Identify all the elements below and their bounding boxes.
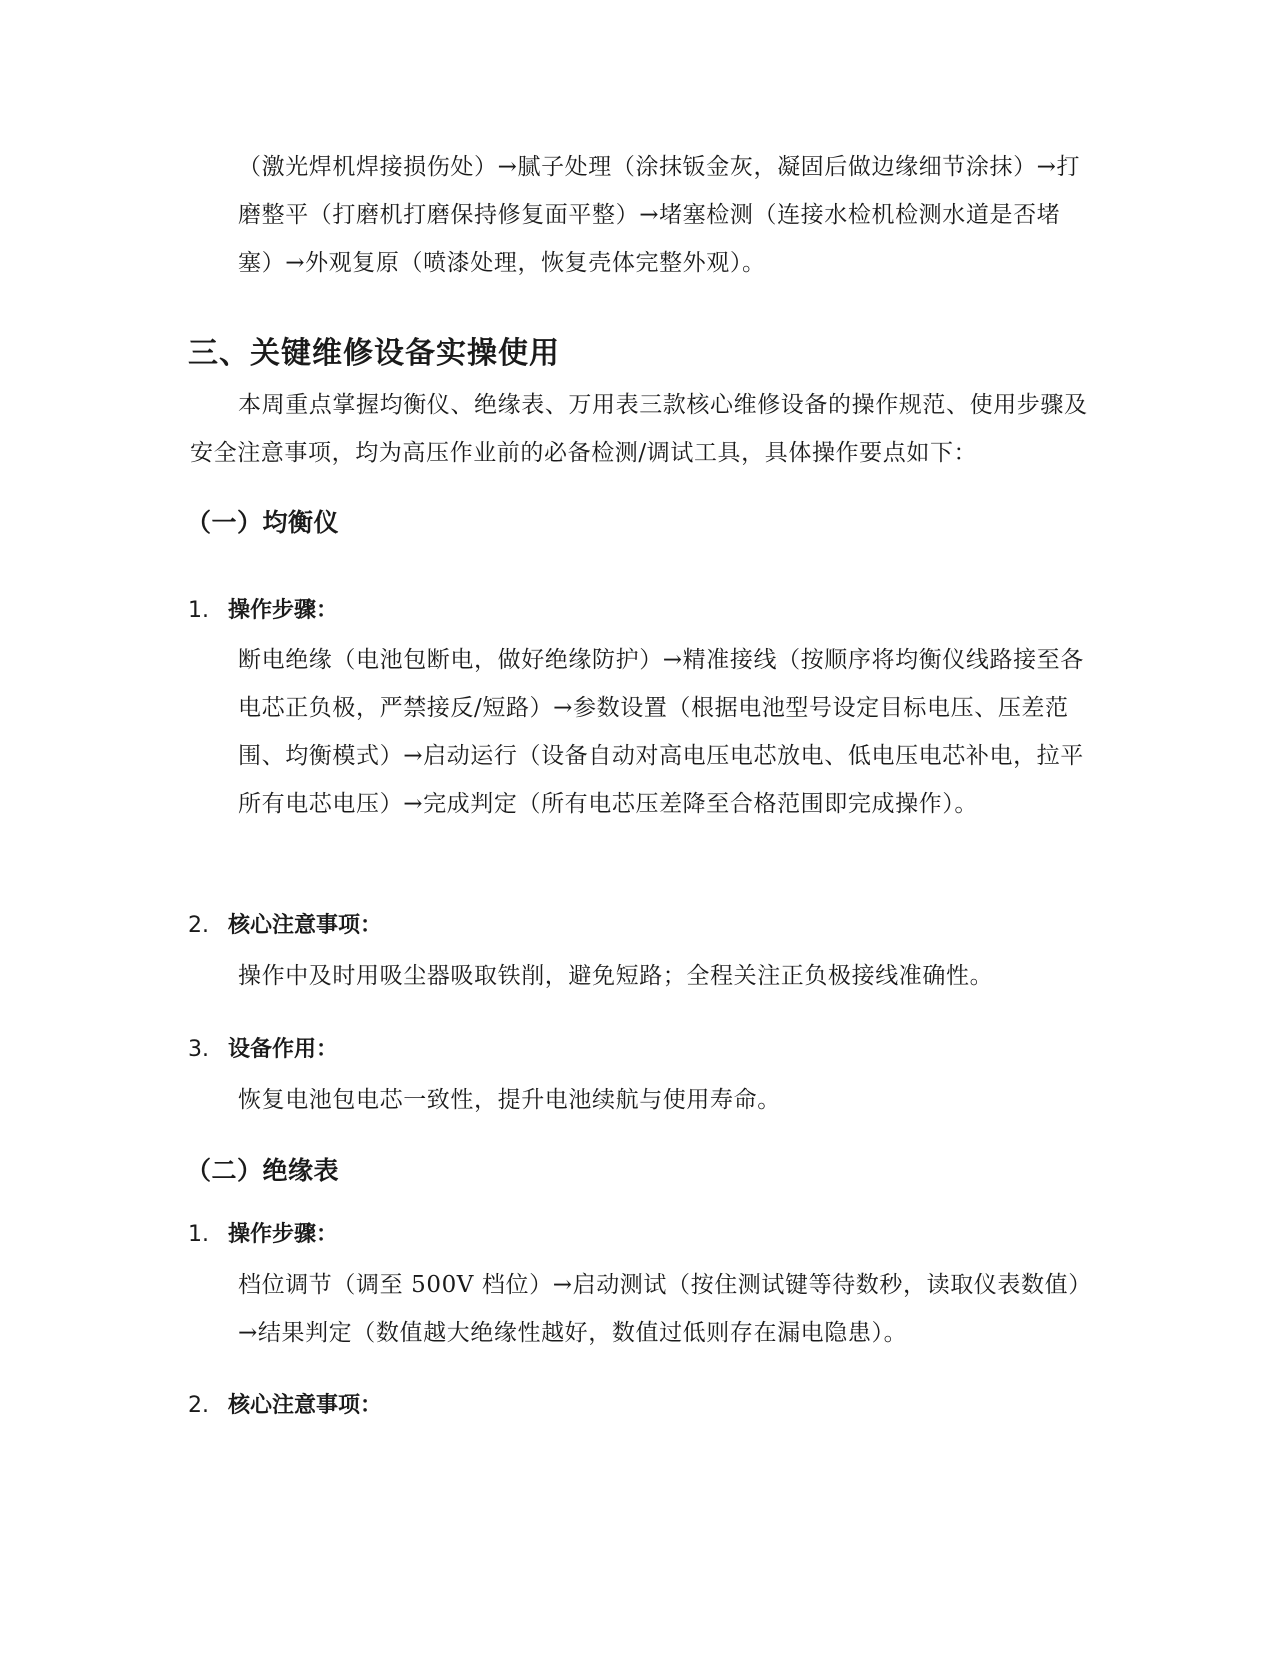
balancer-steps-heading	[188, 594, 338, 628]
item-number: 2.	[188, 1393, 209, 1418]
section-3-intro: 本周重点掌握均衡仪、绝缘表、万用表三款核心维修设备的操作规范、使用步骤及安全注意事项，均为高压作业前的必备检测/调试工具，具体操作要点如下：	[190, 392, 1088, 466]
item-number: 3.	[188, 1037, 209, 1062]
balancer-steps-text: 断电绝缘（电池包断电，做好绝缘防护）→精准接线（按顺序将均衡仪线路接至各电芯正负极，严禁接反/短路）→参数设置（根据电池型号设定目标电压、压差范围、均衡模式）→启动运行（设备自动对高电压电芯放电、低电压电芯补电，拉平所有电芯电压）→完成判定（所有电芯压差降至合格范围即完成操作）。	[238, 647, 1084, 817]
section-3-heading: 三、关键维修设备实操使用	[188, 336, 560, 371]
subsection-insulation-tester-heading: （二）绝缘表	[186, 1156, 340, 1185]
insulation-notes-heading	[188, 1389, 382, 1423]
balancer-notes-heading	[188, 909, 382, 943]
item-heading-label: 操作步骤：	[228, 1222, 339, 1247]
item-heading-label: 核心注意事项：	[228, 913, 383, 938]
item-number: 2.	[188, 913, 209, 938]
insulation-steps-heading	[188, 1218, 338, 1252]
subsection-balancer-heading: （一）均衡仪	[186, 508, 340, 537]
item-number: 1.	[188, 598, 209, 623]
item-heading-label: 核心注意事项：	[228, 1393, 383, 1418]
item-number: 1.	[188, 1222, 209, 1247]
balancer-notes-text: 操作中及时用吸尘器吸取铁削，避免短路；全程关注正负极接线准确性。	[238, 963, 994, 989]
insulation-steps-text: 档位调节（调至 500V 档位）→启动测试（按住测试键等待数秒，读取仪表数值）→结果判定（数值越大绝缘性越好，数值过低则存在漏电隐患）。	[238, 1272, 1092, 1346]
balancer-function-text: 恢复电池包电芯一致性，提升电池续航与使用寿命。	[238, 1087, 781, 1113]
item-heading-label: 操作步骤：	[228, 598, 339, 623]
repair-process-paragraph: （激光焊机焊接损伤处）→腻子处理（涂抹钣金灰，凝固后做边缘细节涂抹）→打磨整平（打磨机打磨保持修复面平整）→堵塞检测（连接水检机检测水道是否堵塞）→外观复原（喷漆处理，恢复壳体完整外观）。	[238, 154, 1081, 276]
balancer-function-heading	[188, 1033, 338, 1067]
item-heading-label: 设备作用：	[228, 1037, 339, 1062]
